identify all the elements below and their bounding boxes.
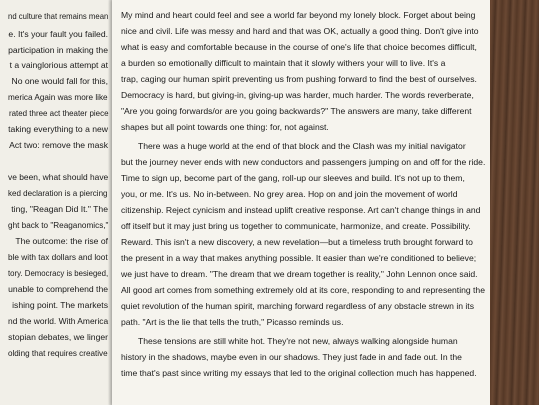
- left-line: participation in making the: [8, 45, 108, 55]
- left-line: taking everything to a new: [8, 124, 108, 134]
- left-line: t a vainglorious attempt at: [9, 60, 108, 70]
- body-line: history in the shadows, maybe even in our shadows. They just fade in and fade out. In the: [121, 352, 462, 362]
- left-line: e. It's your fault you failed.: [8, 29, 108, 39]
- body-line: shapes but all point towards one thing: for, not against.: [121, 122, 329, 132]
- body-line: "Are you going forwards/or are you going backwards?" The answers are many, take different: [121, 106, 472, 116]
- left-line: olding that requires creative: [8, 348, 108, 358]
- paragraph-start-line: These tensions are still white hot. They're not new, always walking alongside human: [138, 336, 458, 346]
- left-page-fragment: [0, 0, 112, 405]
- left-line: No one would fall for this,: [11, 76, 108, 86]
- body-line: the present in a way that makes anything possible. It easier than we're conditioned to believe;: [121, 253, 477, 263]
- main-page: [112, 0, 490, 405]
- left-line: rated three act theater piece: [8, 108, 108, 118]
- left-line: ishing point. The markets: [12, 300, 108, 310]
- body-line: a burden so emotionally difficult to maintain that it slowly withers your will to live. It's a: [121, 58, 446, 68]
- body-line: nice and civil. Life was messy and hard and that was OK, actually a good thing. Don't give into: [121, 26, 479, 36]
- left-line: The outcome: the rise of: [15, 236, 108, 246]
- left-line: nd culture that remains mean: [7, 11, 108, 21]
- left-line: tory. Democracy is besieged,: [7, 268, 108, 278]
- left-line: ve been, what should have: [7, 172, 108, 182]
- body-line: Reward. This isn't a new discovery, a new revelation—but a timeless truth brought forward to: [121, 237, 473, 247]
- left-line: merica Again was more like: [8, 92, 108, 102]
- body-line: All good art comes from something extremely old at its core, responding to and representing the: [121, 285, 485, 295]
- body-line: what is easy and comfortable because in the course of one's life that choice becomes difficult,: [121, 42, 477, 52]
- left-line: ting, "Reagan Did It." The: [11, 204, 108, 214]
- left-line: stopian debates, we linger: [8, 332, 108, 342]
- body-line: trap, caging our human spirit preventing us from pushing forward to find the best of ourselves.: [121, 74, 477, 84]
- left-line: ble with tax dollars and loot: [8, 252, 108, 262]
- body-line: time that's past since writing my essays that led to the original collection much has happened.: [121, 368, 477, 378]
- left-line: unable to comprehend the: [8, 284, 108, 294]
- body-line: My mind and heart could feel and see a world far beyond my lonely block. Forget about being: [121, 10, 476, 20]
- body-line: Democracy is hard, but giving-in, giving-up was harder, much harder. The words reverberate,: [121, 90, 474, 100]
- body-line: quiet revolution of the human spirit, marching forward regardless of any obstacle strewn in its: [121, 301, 474, 311]
- body-line: Time to sign up, become part of the gang, roll-up our sleeves and build. It's not up to them,: [121, 173, 465, 183]
- body-line: off itself but it may just bring us together to communicate, harmonize, and create. Possibility.: [121, 221, 471, 231]
- body-line: we just have to dream. "The dream that we dream together is reality," John Lennon once said.: [121, 269, 478, 279]
- body-line: but the journey never ends with new conductors and passengers jumping on and off for the ride.: [121, 157, 486, 167]
- body-line: citizenship. Reject cynicism and instead uplift creative response. Art can't change things in and: [121, 205, 481, 215]
- left-line: ght back to "Reaganomics,": [7, 220, 108, 230]
- body-line: you, or me. It's us. No in-between. No grey area. Hop on and join the movement of world: [121, 189, 458, 199]
- left-line: nd the world. With America: [7, 316, 108, 326]
- body-line: path. "Art is the lie that tells the truth," Picasso reminds us.: [121, 317, 344, 327]
- paragraph-start-line: There was a huge world at the end of that block and the Clash was my initial navigator: [138, 141, 466, 151]
- left-line: ked declaration is a piercing: [8, 188, 108, 198]
- left-line: Act two: remove the mask: [9, 140, 108, 150]
